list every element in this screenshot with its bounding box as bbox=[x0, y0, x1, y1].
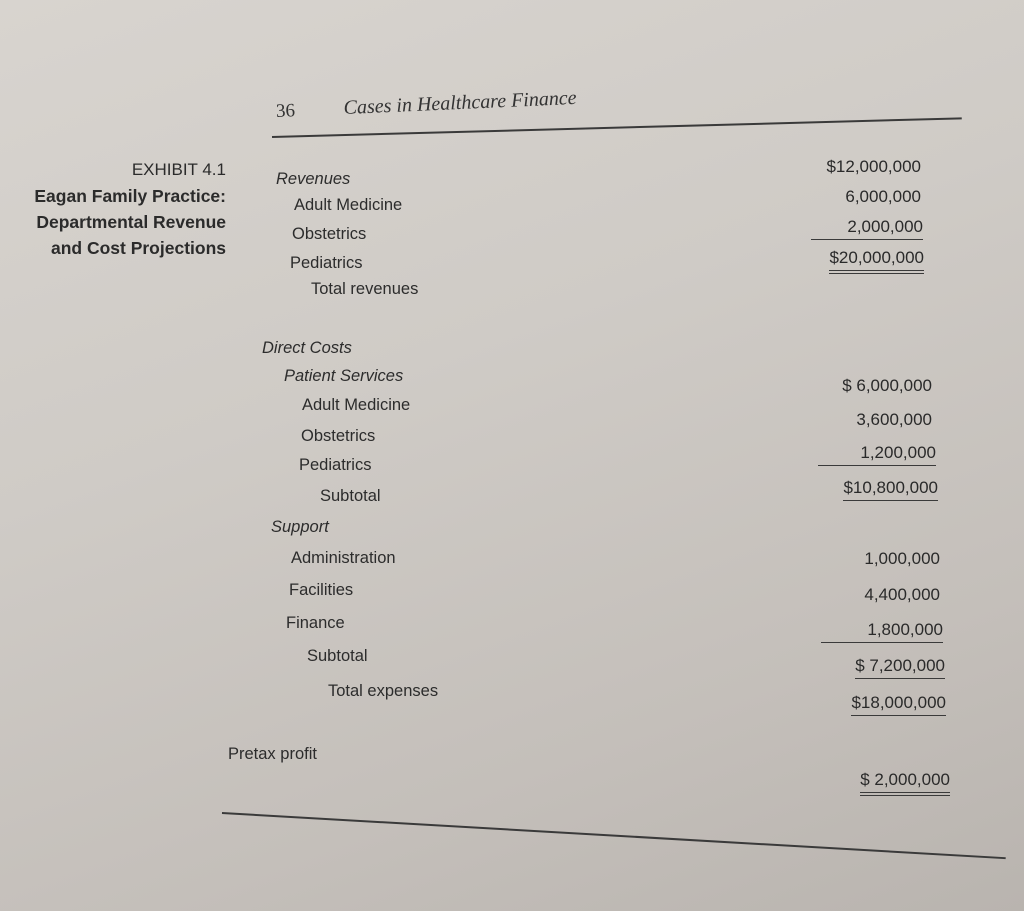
pretax-profit-amount: $ 2,000,000 bbox=[860, 770, 950, 796]
support-heading: Support bbox=[271, 518, 329, 536]
patient-service-label: Pediatrics bbox=[299, 456, 372, 474]
revenues-heading: Revenues bbox=[276, 170, 351, 188]
patient-service-amount: 3,600,000 bbox=[856, 410, 932, 429]
support-item-label: Facilities bbox=[289, 581, 354, 599]
exhibit-label: EXHIBIT 4.1 bbox=[131, 160, 226, 179]
total-revenues-label: Total revenues bbox=[311, 280, 419, 298]
exhibit-caption bbox=[34, 157, 226, 261]
support-amount: 1,000,000 bbox=[864, 549, 940, 568]
patient-services-subtotal-amount: $10,800,000 bbox=[843, 478, 938, 501]
support-subtotal-amount: $ 7,200,000 bbox=[855, 656, 945, 679]
total-expenses-amount: $18,000,000 bbox=[851, 693, 946, 716]
patient-service-label: Adult Medicine bbox=[302, 396, 411, 414]
patient-service-amount: 1,200,000 bbox=[818, 443, 936, 466]
header-rule bbox=[272, 117, 962, 137]
revenue-amount: 6,000,000 bbox=[845, 187, 921, 206]
exhibit-title-line: and Cost Projections bbox=[50, 238, 226, 258]
revenue-item-label: Obstetrics bbox=[292, 225, 367, 243]
support-amount: 4,400,000 bbox=[864, 585, 940, 604]
total-revenues-amount: $20,000,000 bbox=[829, 248, 924, 274]
revenue-item-label: Adult Medicine bbox=[294, 196, 403, 214]
revenue-amount: $12,000,000 bbox=[826, 157, 921, 176]
direct-costs-heading: Direct Costs bbox=[262, 339, 352, 357]
support-item-label: Finance bbox=[286, 614, 345, 632]
exhibit-title-line: Departmental Revenue bbox=[36, 212, 226, 232]
patient-service-label: Obstetrics bbox=[301, 427, 376, 445]
support-item-label: Administration bbox=[291, 549, 396, 567]
book-title: Cases in Healthcare Finance bbox=[343, 86, 578, 120]
page-number: 36 bbox=[275, 100, 296, 122]
patient-service-amount: $ 6,000,000 bbox=[842, 376, 932, 395]
patient-services-subtotal-label: Subtotal bbox=[320, 487, 381, 505]
total-expenses-label: Total expenses bbox=[328, 682, 439, 700]
revenue-amount: 2,000,000 bbox=[811, 217, 923, 240]
support-subtotal-label: Subtotal bbox=[307, 647, 368, 665]
footer-rule bbox=[222, 812, 1006, 859]
patient-services-heading: Patient Services bbox=[284, 367, 404, 385]
pretax-profit-label: Pretax profit bbox=[228, 745, 317, 763]
exhibit-title-line: Eagan Family Practice: bbox=[34, 186, 226, 206]
support-amount: 1,800,000 bbox=[821, 620, 943, 643]
running-head bbox=[275, 87, 577, 123]
revenue-item-label: Pediatrics bbox=[290, 254, 363, 272]
